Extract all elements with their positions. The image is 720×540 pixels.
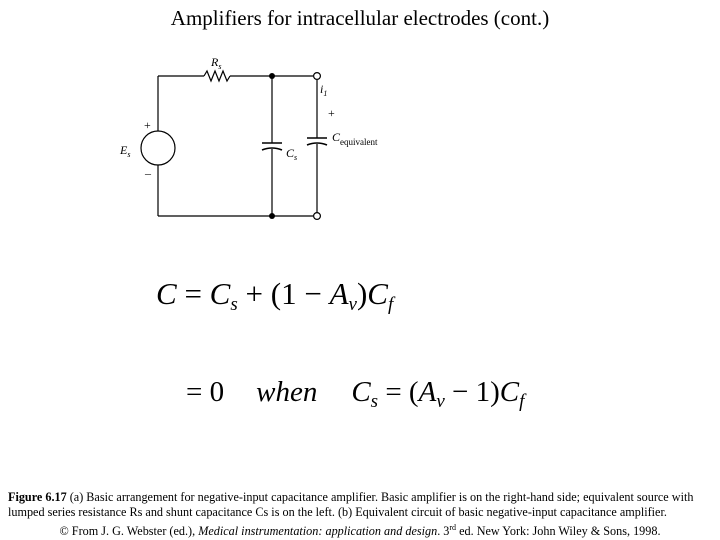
svg-text:Es	[119, 143, 130, 159]
node-label: i	[320, 82, 324, 96]
plus-left: +	[144, 118, 151, 132]
terminal-bottom	[314, 213, 321, 220]
resistor-zigzag	[204, 71, 230, 81]
equation-1	[156, 276, 394, 315]
caption-text: (a) Basic arrangement for negative-input capacitance amplifier. Basic amplifier is on the right-hand side; equivalent source with lumped series resistance Rs and shunt capacitance Cs is on the left. (b) Equivalent circuit of basic negative-input capacitance amplifier.	[8, 490, 694, 519]
ceq-sub: equivalent	[340, 137, 378, 147]
eq1-plus: + (1 −	[237, 276, 330, 311]
eq1-close: )	[356, 276, 368, 311]
figure-caption	[8, 490, 708, 520]
credit-post: ed. New York: John Wiley & Sons, 1998.	[456, 524, 661, 539]
resistor-label: R	[211, 55, 219, 69]
ceq-label: C	[332, 130, 341, 144]
cs-label: C	[286, 146, 295, 160]
eq1-a: A	[329, 276, 349, 311]
terminal-top	[314, 73, 321, 80]
voltage-source	[141, 131, 175, 165]
minus-left: –	[145, 166, 151, 180]
resistor-sub: s	[218, 62, 222, 71]
credit-pre: © From J. G. Webster (ed.),	[59, 524, 199, 539]
plus-right: +	[328, 106, 335, 120]
svg-text:Cs	[286, 146, 297, 162]
eq2-a: A	[418, 376, 437, 408]
eq1-a-sub: v	[348, 294, 357, 315]
eq2-c: C	[351, 376, 371, 408]
eq2-c-sub: s	[370, 391, 379, 412]
svg-text:Rs	[210, 55, 221, 71]
node-sub: 1	[323, 89, 328, 98]
figure-label: Figure 6.17	[8, 490, 67, 504]
eq1-cf-sub: f	[387, 294, 394, 315]
slide-title: Amplifiers for intracellular electrodes (cont.)	[170, 6, 550, 30]
credit-book: Medical instrumentation: application and design	[198, 524, 438, 539]
equation-2	[186, 376, 525, 412]
eq2-when: when	[256, 376, 318, 408]
credit-sup: rd	[449, 523, 457, 532]
source-label: E	[120, 143, 128, 157]
eq1-equals: =	[176, 276, 210, 311]
eq2-zero: = 0	[186, 376, 225, 408]
eq2-cf-sub: f	[519, 391, 525, 412]
junction-bottom	[269, 213, 275, 219]
eq1-c: C	[209, 276, 231, 311]
eq2-mid: = (	[378, 376, 419, 408]
eq1-cf: C	[367, 276, 388, 311]
figure-credit	[0, 523, 720, 539]
eq1-c-sub: s	[230, 294, 238, 315]
cs-sub: s	[294, 153, 298, 162]
eq2-a-sub: v	[436, 391, 445, 412]
eq1-lhs: C	[156, 276, 177, 311]
eq2-cf: C	[499, 376, 520, 408]
svg-text:i1	[320, 82, 327, 98]
eq2-minus: − 1)	[444, 376, 500, 408]
svg-text:Cequivalent	[332, 130, 378, 147]
source-sub: s	[127, 150, 131, 159]
junction-top	[269, 73, 275, 79]
credit-mid: . 3	[437, 524, 450, 539]
